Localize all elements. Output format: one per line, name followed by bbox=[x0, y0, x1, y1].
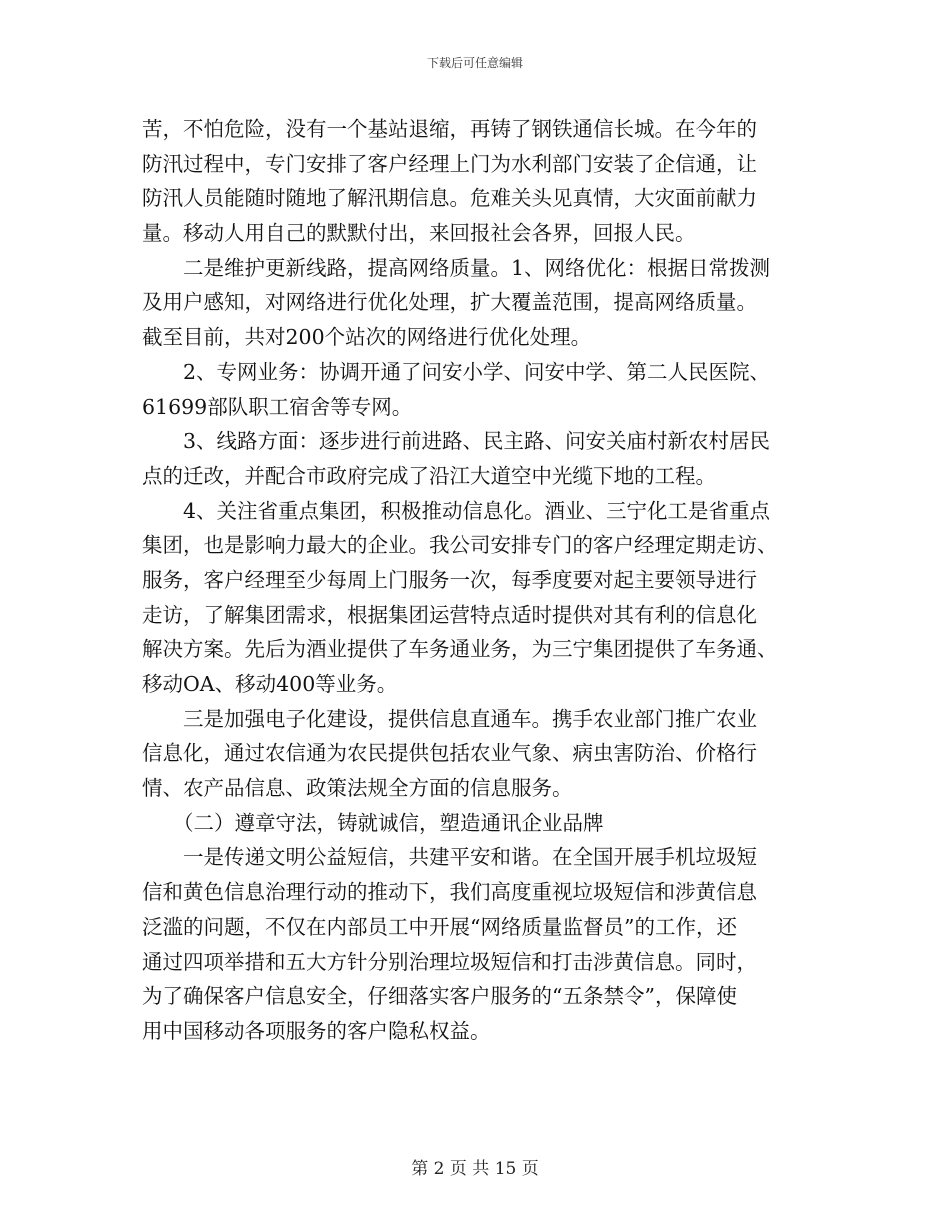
text-line: 点的迁改，并配合市政府完成了沿江大道空中光缆下地的工程。 bbox=[142, 463, 716, 488]
text-line: 截至目前，共对200个站次的网络进行优化处理。 bbox=[142, 325, 592, 350]
text-line: 信息化，通过农信通为农民提供包括农业气象、病虫害防治、价格行 bbox=[142, 741, 757, 766]
text-line: 服务，客户经理至少每周上门服务一次，每季度要对起主要领导进行 bbox=[142, 567, 757, 592]
page-footer: 第 2 页 共 15 页 bbox=[411, 1159, 539, 1179]
paragraph-start-line: 二是维护更新线路，提高网络质量。1、网络优化：根据日常拨测 bbox=[183, 255, 771, 280]
document-body bbox=[142, 112, 808, 1049]
text-line: 移动OA、移动400等业务。 bbox=[142, 672, 398, 696]
text-line: 信和黄色信息治理行动的推动下，我们高度重视垃圾短信和涉黄信息 bbox=[142, 880, 757, 905]
text-line: 集团，也是影响力最大的企业。我公司安排专门的客户经理定期走访、 bbox=[142, 533, 778, 558]
paragraph-start-line: 4、关注省重点集团，积极推动信息化。酒业、三宁化工是省重点 bbox=[183, 498, 771, 523]
text-line: 泛滥的问题，不仅在内部员工中开展“网络质量监督员”的工作，还 bbox=[142, 914, 737, 939]
text-line: 走访，了解集团需求，根据集团运营特点适时提供对其有利的信息化 bbox=[142, 602, 757, 627]
text-line: 解决方案。先后为酒业提供了车务通业务，为三宁集团提供了车务通、 bbox=[142, 637, 778, 662]
paragraph-start-line: 三是加强电子化建设，提供信息直通车。携手农业部门推广农业 bbox=[183, 706, 757, 731]
text-line: 为了确保客户信息安全，仔细落实客户服务的“五条禁令”，保障使 bbox=[142, 984, 737, 1009]
text-line: 用中国移动各项服务的客户隐私权益。 bbox=[142, 1018, 491, 1043]
paragraph-start-line: 2、专网业务：协调开通了问安小学、问安中学、第二人民医院、 bbox=[183, 359, 771, 384]
text-line: 苦，不怕危险，没有一个基站退缩，再铸了钢铁通信长城。在今年的 bbox=[142, 117, 757, 141]
text-line: 通过四项举措和五大方针分别治理垃圾短信和打击涉黄信息。同时， bbox=[142, 949, 757, 974]
paragraph-start-line: 一是传递文明公益短信，共建平安和谐。在全国开展手机垃圾短 bbox=[183, 845, 757, 870]
text-line: 量。移动人用自己的默默付出，来回报社会各界，回报人民。 bbox=[142, 221, 696, 246]
page-header: 下载后可任意编辑 bbox=[426, 56, 523, 70]
text-line: 情、农产品信息、政策法规全方面的信息服务。 bbox=[142, 776, 573, 801]
text-line: 防汛人员能随时随地了解汛期信息。危难关头见真情，大灾面前献力 bbox=[142, 186, 757, 211]
text-line: 及用户感知，对网络进行优化处理，扩大覆盖范围，提高网络质量。 bbox=[142, 290, 757, 315]
text-line: 防汛过程中，专门安排了客户经理上门为水利部门安装了企信通，让 bbox=[142, 151, 757, 176]
paragraph-start-line: 3、线路方面：逐步进行前进路、民主路、问安关庙村新农村居民 bbox=[183, 429, 771, 454]
section-subheading: （二）遵章守法，铸就诚信，塑造通讯企业品牌 bbox=[173, 810, 604, 835]
text-line: 61699部队职工宿舍等专网。 bbox=[142, 394, 413, 419]
